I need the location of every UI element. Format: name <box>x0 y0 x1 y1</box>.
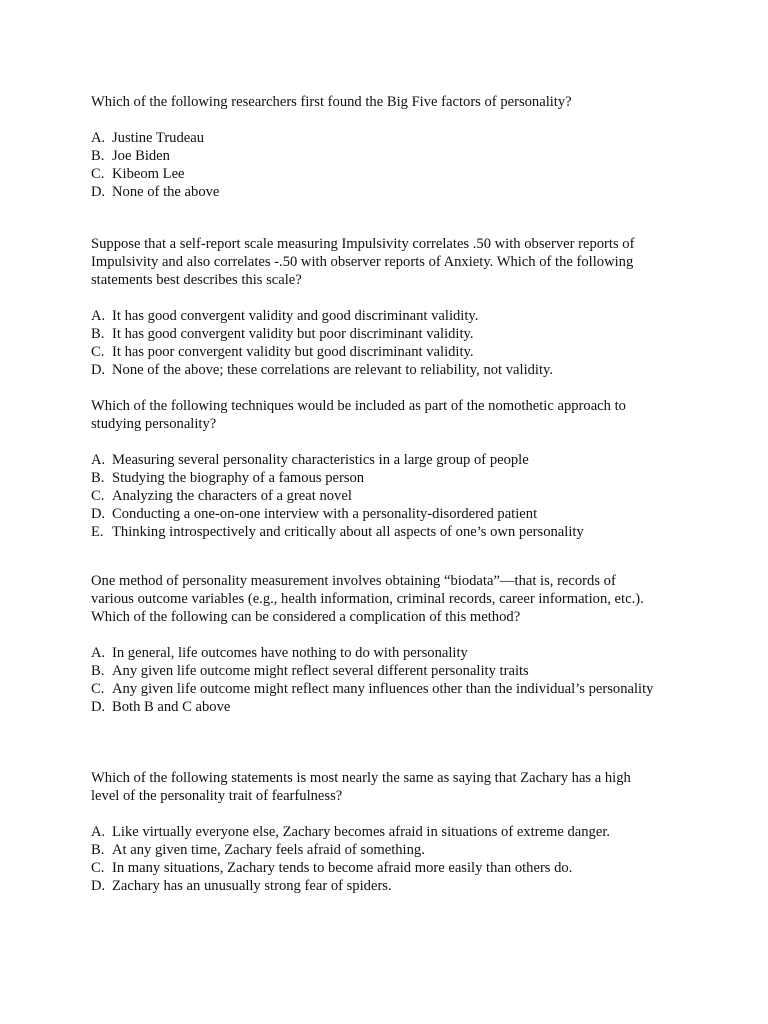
option-letter: B. <box>91 148 105 164</box>
option-letter: D. <box>91 184 106 200</box>
answer-option-e <box>91 523 711 541</box>
answer-option-c <box>91 680 711 698</box>
stem-line: Which of the following can be considered a complication of this method? <box>91 609 521 625</box>
option-letter: C. <box>91 344 105 360</box>
answer-option-d <box>91 877 711 895</box>
option-text: In many situations, Zachary tends to become afraid more easily than others do. <box>112 860 573 876</box>
option-letter: C. <box>91 681 105 697</box>
answer-option-a <box>91 644 711 662</box>
stem-line: Suppose that a self-report scale measuring Impulsivity correlates .50 with observer reports of <box>91 236 635 252</box>
option-letter: D. <box>91 506 106 522</box>
answer-option-a <box>91 823 711 841</box>
answer-option-c <box>91 165 711 183</box>
answer-option-c <box>91 487 711 505</box>
option-letter: A. <box>91 130 106 146</box>
option-text: Analyzing the characters of a great novel <box>112 488 352 504</box>
answer-option-c <box>91 859 711 877</box>
option-text: Joe Biden <box>112 148 170 164</box>
option-text: Any given life outcome might reflect several different personality traits <box>112 663 529 679</box>
option-text: It has good convergent validity and good discriminant validity. <box>112 308 479 324</box>
option-text: Both B and C above <box>112 699 231 715</box>
option-letter: B. <box>91 326 105 342</box>
option-text: Studying the biography of a famous person <box>112 470 365 486</box>
question-stem <box>91 572 711 626</box>
question-4 <box>91 572 711 716</box>
option-text: None of the above <box>112 184 220 200</box>
question-3 <box>91 397 711 541</box>
stem-line: level of the personality trait of fearfulness? <box>91 788 343 804</box>
question-stem <box>91 769 711 805</box>
answer-option-d <box>91 361 711 379</box>
option-text: At any given time, Zachary feels afraid of something. <box>112 842 425 858</box>
question-stem <box>91 93 711 111</box>
option-text: Kibeom Lee <box>112 166 185 182</box>
stem-line: Impulsivity and also correlates -.50 with observer reports of Anxiety. Which of the following <box>91 254 634 270</box>
stem-line: Which of the following researchers first found the Big Five factors of personality? <box>91 94 572 110</box>
option-text: Justine Trudeau <box>112 130 205 146</box>
answer-option-b <box>91 662 711 680</box>
stem-line: studying personality? <box>91 416 217 432</box>
option-text: In general, life outcomes have nothing to do with personality <box>112 645 468 661</box>
option-text: Conducting a one-on-one interview with a personality-disordered patient <box>112 506 538 522</box>
option-text: Any given life outcome might reflect many influences other than the individual’s personality <box>112 681 654 697</box>
question-1 <box>91 93 711 201</box>
option-letter: A. <box>91 308 106 324</box>
stem-line: various outcome variables (e.g., health information, criminal records, career information, etc.). <box>91 591 644 607</box>
option-letter: B. <box>91 842 105 858</box>
answer-option-a <box>91 451 711 469</box>
stem-line: Which of the following techniques would be included as part of the nomothetic approach to <box>91 398 626 414</box>
option-text: Thinking introspectively and critically about all aspects of one’s own personality <box>112 524 584 540</box>
option-text: None of the above; these correlations are relevant to reliability, not validity. <box>112 362 554 378</box>
answer-option-d <box>91 698 711 716</box>
question-stem <box>91 397 711 433</box>
answer-option-b <box>91 325 711 343</box>
option-letter: C. <box>91 166 105 182</box>
option-text: Zachary has an unusually strong fear of spiders. <box>112 878 392 894</box>
question-stem <box>91 235 711 289</box>
option-text: It has good convergent validity but poor discriminant validity. <box>112 326 474 342</box>
stem-line: Which of the following statements is most nearly the same as saying that Zachary has a high <box>91 770 631 786</box>
answer-option-c <box>91 343 711 361</box>
stem-line: One method of personality measurement involves obtaining “biodata”—that is, records of <box>91 573 616 589</box>
option-letter: D. <box>91 362 106 378</box>
option-text: Like virtually everyone else, Zachary becomes afraid in situations of extreme danger. <box>112 824 611 840</box>
answer-options <box>91 644 711 716</box>
answer-option-d <box>91 505 711 523</box>
answer-options <box>91 307 711 379</box>
option-letter: D. <box>91 878 106 894</box>
option-letter: B. <box>91 663 105 679</box>
answer-option-b <box>91 469 711 487</box>
answer-option-a <box>91 307 711 325</box>
option-letter: A. <box>91 645 106 661</box>
answer-option-a <box>91 129 711 147</box>
option-letter: E. <box>91 524 104 540</box>
option-letter: C. <box>91 488 105 504</box>
stem-line: statements best describes this scale? <box>91 272 302 288</box>
option-letter: A. <box>91 824 106 840</box>
question-5 <box>91 769 711 895</box>
option-letter: B. <box>91 470 105 486</box>
answer-option-b <box>91 841 711 859</box>
option-text: It has poor convergent validity but good discriminant validity. <box>112 344 474 360</box>
option-letter: C. <box>91 860 105 876</box>
option-letter: D. <box>91 699 106 715</box>
question-2 <box>91 235 711 379</box>
answer-options <box>91 823 711 895</box>
answer-options <box>91 451 711 541</box>
option-text: Measuring several personality characteristics in a large group of people <box>112 452 529 468</box>
answer-option-b <box>91 147 711 165</box>
answer-options <box>91 129 711 201</box>
answer-option-d <box>91 183 711 201</box>
option-letter: A. <box>91 452 106 468</box>
